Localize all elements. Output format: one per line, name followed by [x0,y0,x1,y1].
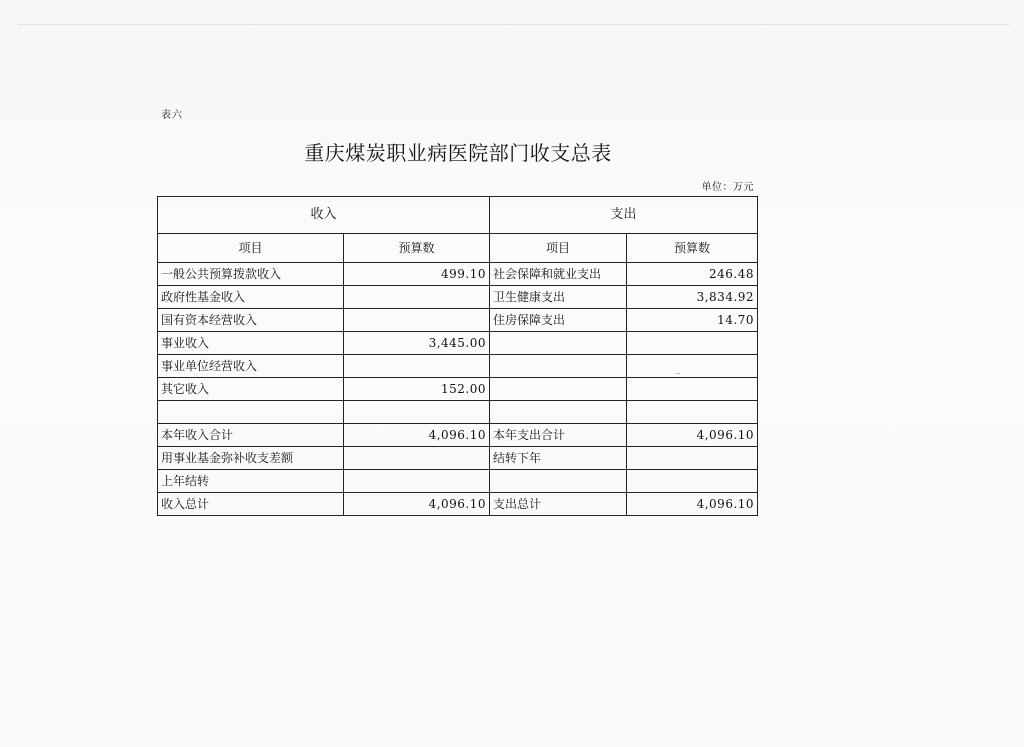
income-amount-cell [344,470,490,493]
income-amount-cell: 4,096.10 [344,493,490,516]
table-row [158,263,758,286]
expense-amount-cell: 4,096.10 [627,424,758,447]
expense-amount-cell [627,378,758,401]
income-amount-cell: 152.00 [344,378,490,401]
unit-note: 单位：万元 [701,182,754,193]
table-row [158,470,758,493]
table-row [158,309,758,332]
table-row [158,286,758,309]
expense-item-header: 项目 [490,234,627,263]
table-row [158,378,758,401]
income-amount-cell: 3,445.00 [344,332,490,355]
income-item-cell: 用事业基金弥补收支差额 [158,447,344,470]
page-title: 重庆煤炭职业病医院部门收支总表 [304,141,612,165]
column-header-row [158,234,758,263]
income-amount-cell [344,286,490,309]
expense-group-header: 支出 [490,197,758,234]
expense-item-cell: 社会保障和就业支出 [490,263,627,286]
income-amount-cell: 4,096.10 [344,424,490,447]
income-item-cell: 国有资本经营收入 [158,309,344,332]
expense-item-cell [490,378,627,401]
expense-item-cell: 住房保障支出 [490,309,627,332]
expense-item-cell: 本年支出合计 [490,424,627,447]
income-group-header: 收入 [158,197,490,234]
income-item-header: 项目 [158,234,344,263]
income-amount-cell: 499.10 [344,263,490,286]
table-number-label: 表六 [161,110,183,121]
expense-item-cell [490,401,627,424]
expense-amount-cell: 3,834.92 [627,286,758,309]
expense-item-cell [490,470,627,493]
table-row [158,447,758,470]
expense-item-cell: 结转下年 [490,447,627,470]
expense-item-cell: 卫生健康支出 [490,286,627,309]
group-header-row [158,197,758,234]
expense-item-cell [490,332,627,355]
income-item-cell: 上年结转 [158,470,344,493]
table-row [158,355,758,378]
table-row [158,401,758,424]
income-amount-header: 预算数 [344,234,490,263]
table-row [158,424,758,447]
expense-amount-cell [627,401,758,424]
expense-amount-cell: 14.70 [627,309,758,332]
expense-amount-cell: 246.48 [627,263,758,286]
income-amount-cell [344,355,490,378]
expense-amount-cell: 4,096.10 [627,493,758,516]
table-body [158,263,758,516]
table-row [158,493,758,516]
budget-summary-table [157,196,758,516]
income-amount-cell [344,309,490,332]
expense-amount-cell [627,447,758,470]
income-item-cell: 其它收入 [158,378,344,401]
expense-amount-cell [627,470,758,493]
expense-item-cell: 支出总计 [490,493,627,516]
income-item-cell: 本年收入合计 [158,424,344,447]
income-item-cell: 一般公共预算拨款收入 [158,263,344,286]
expense-amount-header: 预算数 [627,234,758,263]
income-amount-cell [344,401,490,424]
income-item-cell: 收入总计 [158,493,344,516]
income-item-cell: 政府性基金收入 [158,286,344,309]
expense-amount-cell [627,355,758,378]
expense-amount-cell [627,332,758,355]
table-row [158,332,758,355]
expense-item-cell [490,355,627,378]
scan-edge [18,24,1010,25]
income-amount-cell [344,447,490,470]
income-item-cell: 事业收入 [158,332,344,355]
income-item-cell: 事业单位经营收入 [158,355,344,378]
income-item-cell [158,401,344,424]
